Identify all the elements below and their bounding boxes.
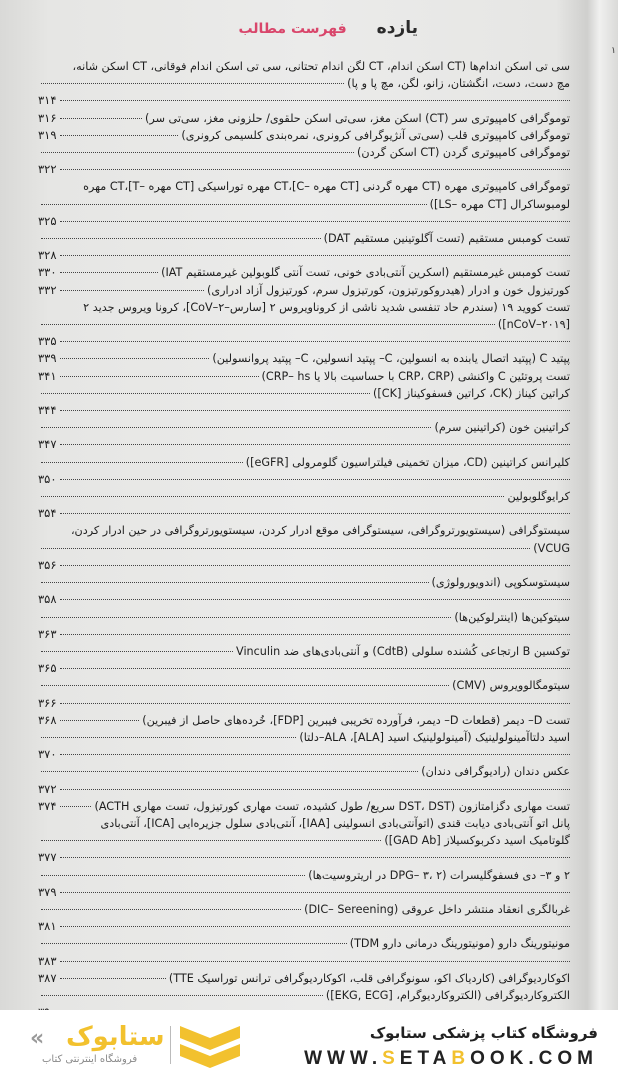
url-part: OOK.COM (470, 1048, 598, 1069)
leader-dots (60, 634, 570, 635)
leader-dots (41, 324, 495, 325)
leader-dots (60, 754, 570, 755)
toc-page-number: ۳۲۲ (38, 162, 57, 177)
toc-page-number: ۳۷۹ (38, 884, 57, 899)
leader-dots (41, 238, 321, 239)
toc-entry[interactable] (38, 712, 570, 729)
leader-dots (60, 961, 570, 962)
leader-dots (60, 720, 140, 721)
toc-entry-title: توموگرافی کامپیوتری قلب (سی‌تی آنژیوگرافی کرونری، نمره‌بندی کلسیمی کرونری) (181, 128, 570, 142)
leader-dots (41, 393, 370, 394)
toc-entry-title: VCUG) (533, 541, 570, 555)
toc-entry[interactable] (38, 815, 570, 867)
toc-page-number: ۳۸۷ (38, 970, 57, 985)
toc-entry-title: کراتینین خون (کراتینین سرم) (434, 421, 570, 435)
toc-entry[interactable] (38, 488, 570, 522)
toc-entry-title: غربالگری انعقاد منتشر داخل عروقی (DIC– Sereening) (304, 902, 570, 916)
toc-page-number: ۳۳۵ (38, 334, 57, 349)
toc-page-number: ۳۳۹ (38, 351, 57, 366)
leader-dots (60, 100, 570, 101)
toc-entry[interactable] (38, 58, 570, 110)
toc-entry-title: پپتید C (پپتید اتصال یابنده به انسولین، C– پپتید انسولین، C– پپتید پروانسولین) (212, 352, 570, 366)
toc-entry[interactable] (38, 729, 570, 763)
book-chevron-icon (180, 1024, 240, 1070)
leader-dots (60, 272, 159, 273)
toc-entry[interactable] (38, 127, 570, 144)
leader-dots (60, 221, 570, 222)
toc-entry-title: الکتروکاردیوگرافی (الکتروکاردیوگرام، [EKG, ECG]) (325, 988, 570, 1002)
toc-page-number: ۳۵۸ (38, 592, 57, 607)
toc-entry-title: کورتیزول خون و ادرار (هیدروکورتیزون، کورتیزول سرم، کورتیزول آزاد ادراری) (207, 283, 570, 297)
toc-entry[interactable] (38, 178, 570, 230)
toc-entry-title: اکوکاردیوگرافی (کاردیاک اکو، سونوگرافی قلب، اکوکاردیوگرافی ترانس توراسیک TTE) (168, 971, 570, 985)
footer-banner (0, 1010, 618, 1080)
toc-entry-title: تست کومبس مستقیم (تست آگلوتینین مستقیم DAT) (323, 232, 570, 246)
toc-entry-title: کراتین کیناز (CK، کراتین فسفوکیناز [CK]) (373, 386, 570, 400)
brand-tagline: فروشگاه اینترنتی کتاب (42, 1054, 138, 1065)
toc-page-number: ۳۸۱ (38, 919, 57, 934)
url-highlight: S (382, 1048, 400, 1069)
leader-dots (41, 943, 347, 944)
toc-entry-title: تست D– دیمر (قطعات D– دیمر، فرآورده تخریبی فیبرین [FDP]، خُرده‌های حاصل از فیبرین) (142, 713, 570, 727)
toc-entry-title: سیتوکین‌ها (اینترلوکین‌ها) (454, 610, 570, 624)
toc-entry[interactable] (38, 935, 570, 969)
toc-entry-title: تست کووید ۱۹ (سندرم حاد تنفسی شدید ناشی از کروناویروس ۲ [سارس–۲–CoV]، کرونا ویروس جدید ۲ (83, 300, 570, 314)
toc-entry[interactable] (38, 970, 570, 987)
toc-entry-title: سیستوسکوپی (اندویورولوژی) (431, 576, 570, 590)
setabook-logo[interactable] (30, 1020, 240, 1072)
toc-entry[interactable] (38, 299, 570, 351)
toc-entry[interactable] (38, 110, 570, 127)
section-title: فهرست مطالب (238, 21, 347, 37)
toc-page-number: ۳۳۲ (38, 282, 57, 297)
toc-page-number: ۳۲۸ (38, 248, 57, 263)
toc-entry-title: توموگرافی کامپیوتری گردن (CT اسکن گردن) (357, 146, 570, 160)
toc-entry[interactable] (38, 282, 570, 299)
toc-entry[interactable] (38, 385, 570, 419)
leader-dots (60, 118, 143, 119)
toc-page-number: ۳۴۱ (38, 368, 57, 383)
toc-page-number: ۳۴۷ (38, 437, 57, 452)
shop-name: فروشگاه کتاب پزشکی ستابوک (369, 1024, 598, 1042)
leader-dots (41, 83, 344, 84)
toc-page-number: ۳۲۵ (38, 213, 57, 228)
leader-dots (60, 341, 570, 342)
logo-divider (170, 1026, 171, 1064)
toc-page-number: ۳۶۳ (38, 626, 57, 641)
leader-dots (41, 909, 301, 910)
toc-page-number: ۳۱۹ (38, 127, 57, 142)
toc-page-number: ۳۷۴ (38, 798, 57, 813)
toc-entry-title: اسید دلتاآمینولولینیک (آمینولولینیک اسید [ALA]، ALA–دلتا) (299, 730, 570, 744)
leader-dots (41, 582, 429, 583)
leader-dots (60, 513, 570, 514)
toc-entry-title: تست مهاری دگزامتازون (DST، DST سریع/ طول کشیده، تست مهاری کورتیزول، تست مهاری ACTH) (94, 799, 570, 813)
leader-dots (41, 771, 418, 772)
leader-dots (60, 135, 179, 136)
toc-entry-title: مچ دست، دست، انگشتان، زانو، لگن، مچ پا و پا) (347, 77, 570, 91)
leader-dots (41, 204, 427, 205)
toc-entry[interactable] (38, 454, 570, 488)
toc-entry[interactable] (38, 574, 570, 608)
toc-entry-title: توکسین B ارتجاعی کُشنده سلولی (CdtB) و آنتی‌بادی‌های ضد Vinculin (236, 644, 570, 658)
margin-mark: ۱ (611, 46, 616, 56)
brand-name: ستابوک (66, 1022, 165, 1052)
toc-entry-title: سیتومگالوویروس (CMV) (452, 679, 570, 693)
toc-page-number: ۳۵۰ (38, 471, 57, 486)
leader-dots (60, 978, 166, 979)
leader-dots (41, 427, 431, 428)
toc-entry-title: پانل اتو آنتی‌بادی دیابت قندی (اتوآنتی‌بادی انسولینی [IAA]، آنتی‌بادی سلول جزیره‌ایی [ICA]، آنتی‌بادی (100, 816, 570, 830)
toc-entry[interactable] (38, 350, 570, 367)
leader-dots (41, 995, 323, 996)
leader-dots (41, 651, 233, 652)
leader-dots (60, 376, 259, 377)
url-highlight: B (451, 1048, 471, 1069)
leader-dots (60, 169, 570, 170)
toc-entry[interactable] (38, 763, 570, 797)
leader-dots (41, 685, 449, 686)
table-of-contents (38, 58, 570, 1021)
shop-url[interactable] (304, 1048, 598, 1070)
toc-entry[interactable] (38, 144, 570, 178)
toc-page-number: ۳۶۶ (38, 695, 57, 710)
toc-entry-title: عکس دندان (رادیوگرافی دندان) (421, 765, 570, 779)
toc-entry-title: توموگرافی کامپیوتری مهره (CT مهره گردنی [CT مهره –C]،CT مهره توراسیکی [CT مهره –T]،CT مهره (83, 180, 570, 194)
toc-entry-title: لومبوساکرال [CT مهره –LS]) (429, 197, 570, 211)
leader-dots (60, 290, 205, 291)
toc-entry[interactable] (38, 368, 570, 385)
leader-dots (60, 358, 210, 359)
leader-dots (41, 462, 243, 463)
leader-dots (41, 617, 451, 618)
leader-dots (41, 875, 305, 876)
toc-entry[interactable] (38, 522, 570, 574)
toc-page-number: ۳۸۳ (38, 953, 57, 968)
leader-dots (60, 565, 570, 566)
leader-dots (60, 479, 570, 480)
url-part: ETA (399, 1048, 452, 1069)
toc-entry[interactable] (38, 643, 570, 677)
leader-dots (60, 857, 570, 858)
leader-dots (60, 806, 92, 807)
leader-dots (60, 892, 570, 893)
toc-page-number: ۳۴۴ (38, 403, 57, 418)
toc-page-number: ۳۷۷ (38, 850, 57, 865)
toc-entry-title: [۲۰۱۹–nCoV]) (497, 318, 570, 332)
leader-dots (60, 255, 570, 256)
leader-dots (41, 840, 381, 841)
toc-entry[interactable] (38, 419, 570, 453)
leader-dots (60, 789, 570, 790)
leader-dots (60, 444, 570, 445)
leader-dots (41, 548, 530, 549)
toc-entry-title: مونیتورینگ دارو (مونیتورینگ درمانی دارو TDM) (349, 937, 570, 951)
toc-page-number: ۳۷۰ (38, 747, 57, 762)
toc-entry-title: تست کومبس غیرمستقیم (اسکرین آنتی‌بادی خونی، تست آنتی گلوبولین غیرمستقیم IAT) (161, 266, 570, 280)
leader-dots (60, 668, 570, 669)
toc-page-number: ۳۷۲ (38, 781, 57, 796)
leader-dots (41, 152, 354, 153)
toc-entry[interactable] (38, 609, 570, 643)
toc-entry[interactable] (38, 677, 570, 711)
toc-entry[interactable] (38, 230, 570, 264)
toc-page-number: ۳۵۶ (38, 557, 57, 572)
toc-entry-title: کرایوگلوبولین (507, 490, 570, 504)
toc-page-number: ۳۵۴ (38, 506, 57, 521)
toc-entry-title: تست پروتئین C واکنشی (CRP، CRP با حساسیت بالا یا CRP– hs) (261, 369, 570, 383)
page-number-word: یازده (376, 18, 418, 38)
leader-dots (41, 737, 296, 738)
toc-page-number: ۳۱۴ (38, 93, 57, 108)
toc-entry[interactable] (38, 901, 570, 935)
toc-page-number: ۳۶۸ (38, 712, 57, 727)
toc-entry-title: ۲ و ۳– دی فسفوگلیسرات (DPG– ۳، ۲ در اریتروسیت‌ها) (308, 868, 570, 882)
leader-dots (60, 926, 570, 927)
toc-entry[interactable] (38, 798, 570, 815)
double-chevron-icon: « (30, 1026, 45, 1051)
toc-page-number: ۳۱۶ (38, 110, 57, 125)
leader-dots (41, 496, 504, 497)
leader-dots (60, 599, 570, 600)
toc-entry-title: گلوتامیک اسید دکربوکسیلاز [GAD Ab]) (384, 834, 570, 848)
toc-entry-title: توموگرافی کامپیوتری سر (CT) اسکن مغز، سی‌تی اسکن حلقوی/ حلزونی مغز، سی‌تی سر) (145, 111, 570, 125)
url-part: WWW. (304, 1048, 383, 1069)
toc-entry-title: سیستوگرافی (سیستویورتروگرافی، سیستوگرافی موقع ادرار کردن، سیستویورتروگرافی در حین ادرار کردن، (70, 524, 570, 538)
leader-dots (60, 410, 570, 411)
toc-entry[interactable] (38, 264, 570, 281)
toc-page-number: ۳۶۵ (38, 661, 57, 676)
page-header (118, 18, 418, 44)
toc-entry-title: سی تی اسکن اندام‌ها (CT اسکن اندام، CT لگن اندام تحتانی، سی تی اسکن اندام فوقانی، CT اسکن شانه، (72, 60, 570, 73)
toc-entry[interactable] (38, 867, 570, 901)
toc-entry-title: کلیرانس کراتینین (CD، میزان تخمینی فیلتراسیون گلومرولی [eGFR]) (245, 455, 570, 469)
toc-page-number: ۳۳۰ (38, 265, 57, 280)
leader-dots (60, 703, 570, 704)
